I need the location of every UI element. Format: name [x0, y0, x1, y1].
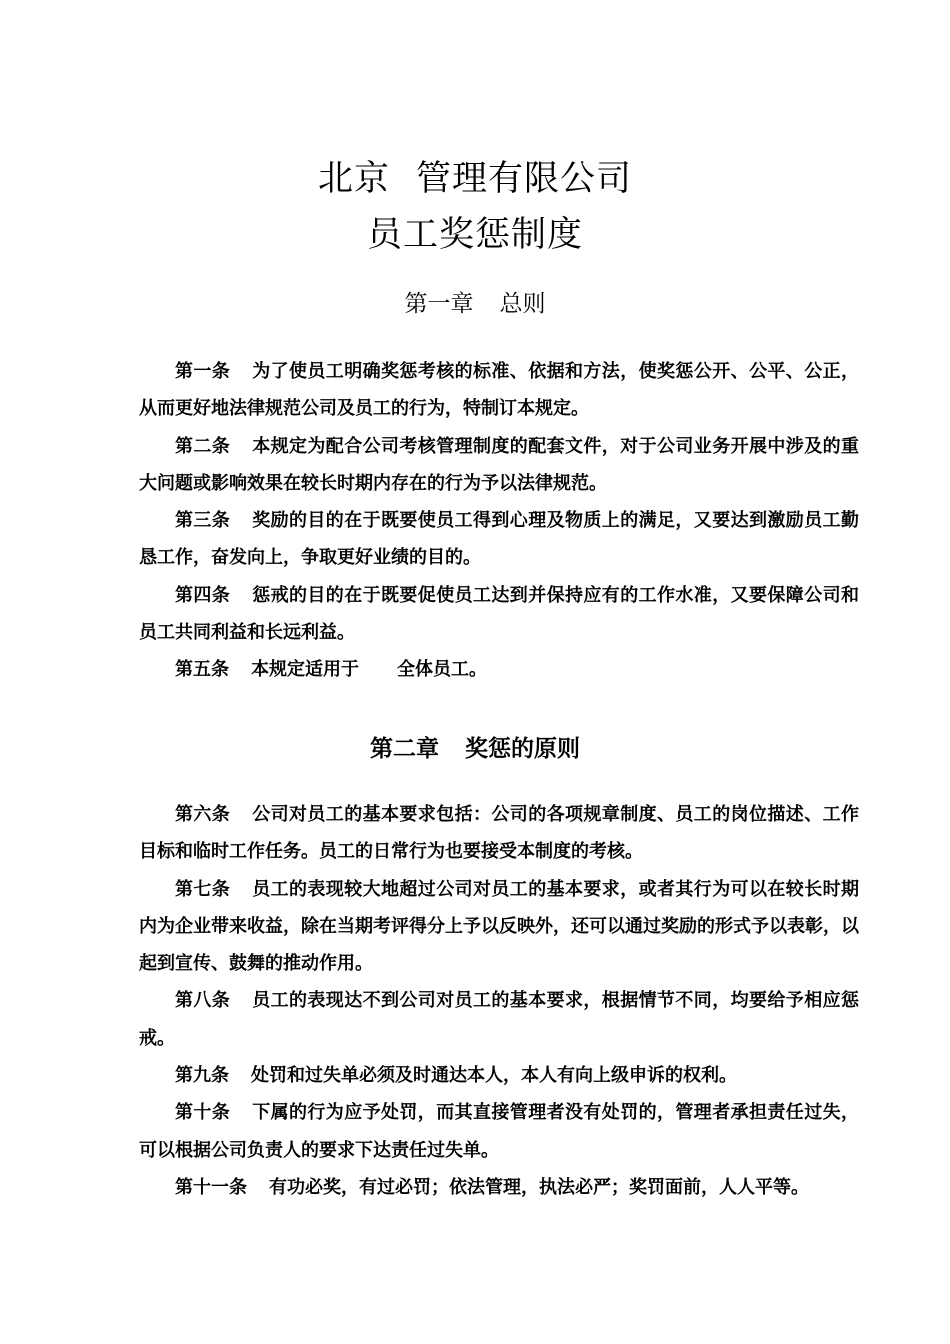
article-5 — [139, 651, 859, 688]
document-title-company — [0, 157, 950, 201]
article-11 — [139, 1169, 859, 1206]
article-number: 第十一条 — [175, 1176, 247, 1198]
article-text: 惩戒的目的在于既要促使员工达到并保持应有的工作水准，又要保障公司和员工共同利益和长远利益。 — [139, 584, 859, 644]
article-text: 有功必奖，有过必罚；依法管理，执法必严；奖罚面前，人人平等。 — [269, 1176, 809, 1198]
article-7 — [139, 871, 859, 983]
article-text: 下属的行为应予处罚，而其直接管理者没有处罚的，管理者承担责任过失，可以根据公司负责人的要求下达责任过失单。 — [139, 1102, 859, 1161]
article-text: 员工的表现达不到公司对员工的基本要求，根据情节不同，均要给予相应惩戒。 — [139, 990, 859, 1049]
article-9 — [139, 1057, 859, 1094]
article-number: 第五条 — [175, 659, 229, 681]
title-company-name: 管理有限公司 — [416, 159, 633, 199]
article-number: 第六条 — [175, 804, 231, 825]
article-1 — [139, 353, 859, 428]
article-number: 第一条 — [175, 361, 231, 382]
chapter-number: 第一章 — [404, 291, 474, 317]
article-number: 第八条 — [175, 990, 231, 1012]
chapter-name: 奖惩的原则 — [465, 736, 580, 762]
chapter-2-body — [139, 796, 859, 1206]
article-text: 处罚和过失单必须及时通达本人，本人有向上级申诉的权利。 — [251, 1065, 737, 1087]
chapter-name: 总则 — [499, 291, 546, 317]
article-text: 为了使员工明确奖惩考核的标准、依据和方法，使奖惩公开、公平、公正，从而更好地法律规范公司及员工的行为，特制订本规定。 — [139, 361, 859, 420]
article-6 — [139, 796, 859, 871]
chapter-1-heading — [0, 288, 950, 320]
article-4 — [139, 577, 859, 652]
article-3 — [139, 502, 859, 577]
article-8 — [139, 982, 859, 1057]
article-number: 第七条 — [175, 878, 231, 900]
article-number: 第二条 — [175, 435, 231, 457]
article-text-after: 全体员工。 — [397, 659, 487, 681]
article-text-before: 本规定适用于 — [251, 659, 359, 681]
article-text: 公司对员工的基本要求包括：公司的各项规章制度、员工的岗位描述、工作目标和临时工作任务。员工的日常行为也要接受本制度的考核。 — [139, 804, 859, 863]
chapter-number: 第二章 — [370, 736, 439, 762]
article-text: 奖励的目的在于既要使员工得到心理及物质上的满足，又要达到激励员工勤恳工作，奋发向上，争取更好业绩的目的。 — [139, 510, 859, 569]
article-text: 本规定为配合公司考核管理制度的配套文件，对于公司业务开展中涉及的重大问题或影响效果在较长时期内存在的行为予以法律规范。 — [139, 435, 859, 494]
article-number: 第十条 — [175, 1102, 231, 1124]
chapter-2-heading — [0, 733, 950, 765]
article-2 — [139, 428, 859, 503]
article-number: 第四条 — [175, 584, 231, 606]
article-number: 第三条 — [175, 510, 231, 532]
title-city: 北京 — [317, 159, 390, 199]
article-text: 员工的表现较大地超过公司对员工的基本要求，或者其行为可以在较长时期内为企业带来收益，除在当期考评得分上予以反映外，还可以通过奖励的形式予以表彰，以起到宣传、鼓舞的推动作用。 — [139, 878, 859, 975]
article-number: 第九条 — [175, 1065, 229, 1087]
chapter-1-body — [139, 353, 859, 689]
document-title: 员工奖惩制度 — [366, 215, 583, 255]
article-10 — [139, 1094, 859, 1169]
